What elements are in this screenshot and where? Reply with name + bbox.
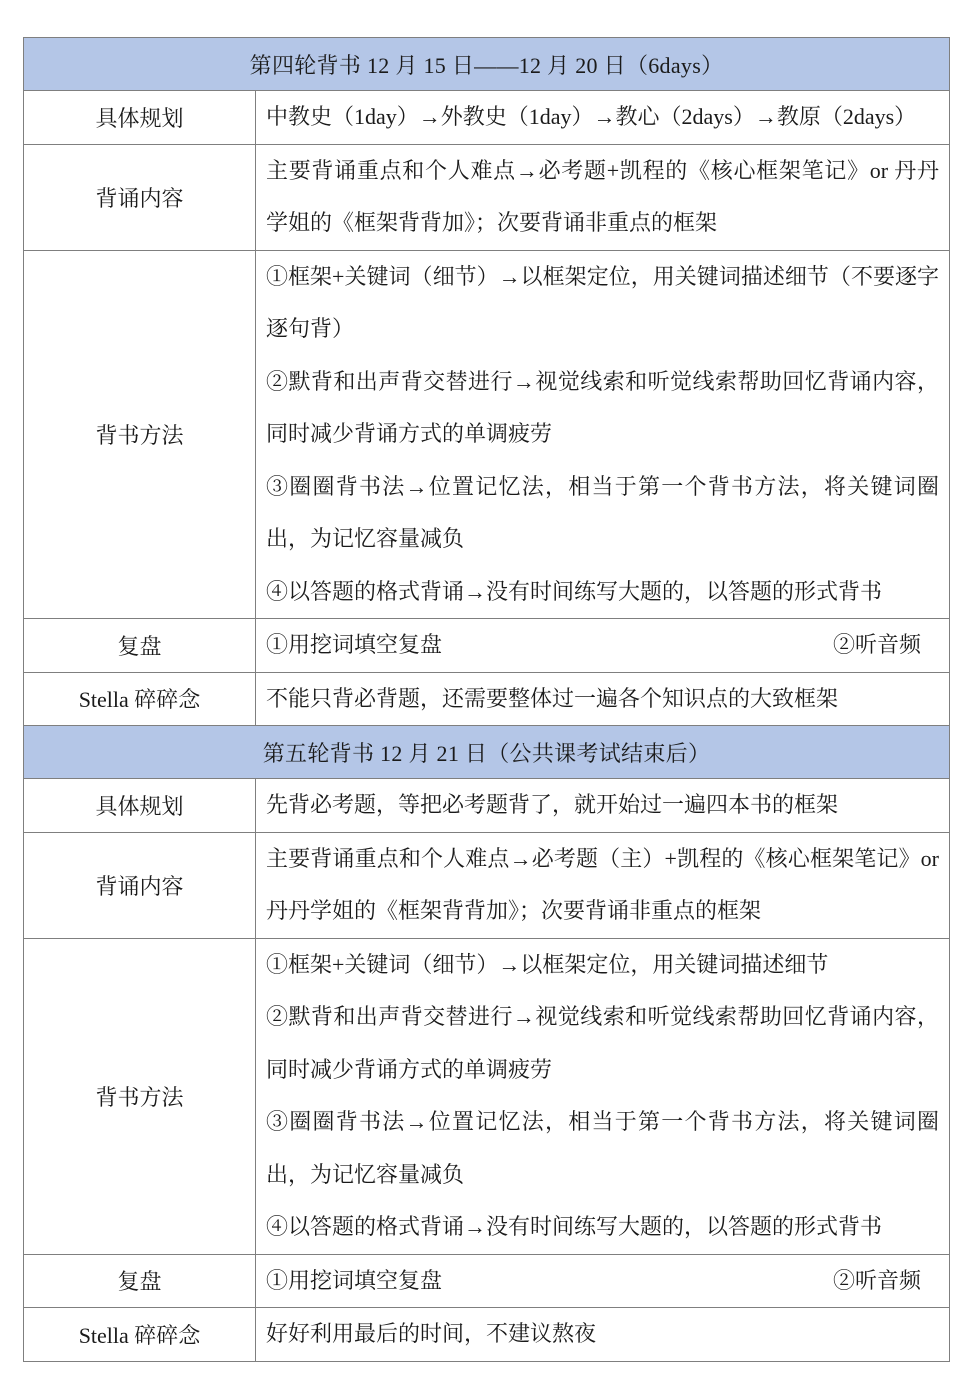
section-header-row: [24, 38, 950, 91]
note-label: Stella 碎碎念: [24, 1308, 256, 1362]
review-label: 复盘: [24, 1254, 256, 1308]
method-item: ①框架+关键词（细节）→以框架定位，用关键词描述细节: [266, 951, 829, 977]
method-item: ④以答题的格式背诵→没有时间练写大题的，以答题的形式背书: [266, 1214, 883, 1239]
method-list: [256, 938, 950, 1254]
content-text: 主要背诵重点和个人难点→必考题+凯程的《核心框架笔记》or 丹丹学姐的《框架背背加》；次要背诵非重点的框架: [266, 157, 940, 235]
method-item: ②默背和出声背交替进行→视觉线索和听觉线索帮助回忆背诵内容，同时减少背诵方式的单调疲劳: [266, 368, 940, 446]
content-label: 背诵内容: [24, 144, 256, 250]
method-item: ③圈圈背书法→位置记忆法，相当于第一个背书方法，将关键词圈出，为记忆容量减负: [266, 473, 940, 551]
review-item: ②听音频: [833, 632, 922, 657]
method-item: ④以答题的格式背诵→没有时间练写大题的，以答题的形式背书: [266, 578, 883, 604]
content-row: [24, 832, 950, 938]
plan-text: 中教史（1day）→外教史（1day）→教心（2days）→教原（2days）: [256, 91, 950, 145]
content-cell: [256, 832, 950, 938]
review-item: ②听音频: [833, 1267, 922, 1293]
review-cell: [256, 619, 950, 673]
plan-label: 具体规划: [24, 91, 256, 145]
plan-text: 先背必考题，等把必考题背了，就开始过一遍四本书的框架: [256, 779, 950, 833]
plan-row: [24, 91, 950, 145]
method-row: [24, 250, 950, 619]
review-item: ①用挖词填空复盘: [266, 632, 443, 657]
content-text: 主要背诵重点和个人难点→必考题（主）+凯程的《核心框架笔记》or 丹丹学姐的《框架背背加》；次要背诵非重点的框架: [266, 845, 940, 923]
content-cell: [256, 144, 950, 250]
content-label: 背诵内容: [24, 832, 256, 938]
review-row: [24, 619, 950, 673]
method-item: ②默背和出声背交替进行→视觉线索和听觉线索帮助回忆背诵内容，同时减少背诵方式的单调疲劳: [266, 1004, 940, 1082]
note-row: [24, 1308, 950, 1362]
note-row: [24, 672, 950, 726]
plan-row: [24, 779, 950, 833]
section-title: 第五轮背书 12 月 21 日（公共课考试结束后）: [24, 726, 950, 779]
note-text: 好好利用最后的时间，不建议熬夜: [256, 1308, 950, 1362]
section-header-row: [24, 726, 950, 779]
method-label: 背书方法: [24, 938, 256, 1254]
note-text: 不能只背必背题，还需要整体过一遍各个知识点的大致框架: [256, 672, 950, 726]
method-row: [24, 938, 950, 1254]
review-row: [24, 1254, 950, 1308]
review-items: [266, 1255, 939, 1308]
plan-label: 具体规划: [24, 779, 256, 833]
method-item: ①框架+关键词（细节）→以框架定位，用关键词描述细节（不要逐字逐句背）: [266, 263, 940, 341]
method-label: 背书方法: [24, 250, 256, 619]
content-row: [24, 144, 950, 250]
section-title: 第四轮背书 12 月 15 日——12 月 20 日（6days）: [24, 38, 950, 91]
note-label: Stella 碎碎念: [24, 672, 256, 726]
study-plan-table: [23, 37, 950, 1362]
method-list: [256, 250, 950, 619]
review-item: ①用挖词填空复盘: [266, 1267, 443, 1293]
study-plan-document: [23, 37, 949, 1362]
review-cell: [256, 1254, 950, 1308]
review-label: 复盘: [24, 619, 256, 673]
review-items: [266, 619, 939, 672]
method-item: ③圈圈背书法→位置记忆法，相当于第一个背书方法，将关键词圈出，为记忆容量减负: [266, 1109, 940, 1187]
